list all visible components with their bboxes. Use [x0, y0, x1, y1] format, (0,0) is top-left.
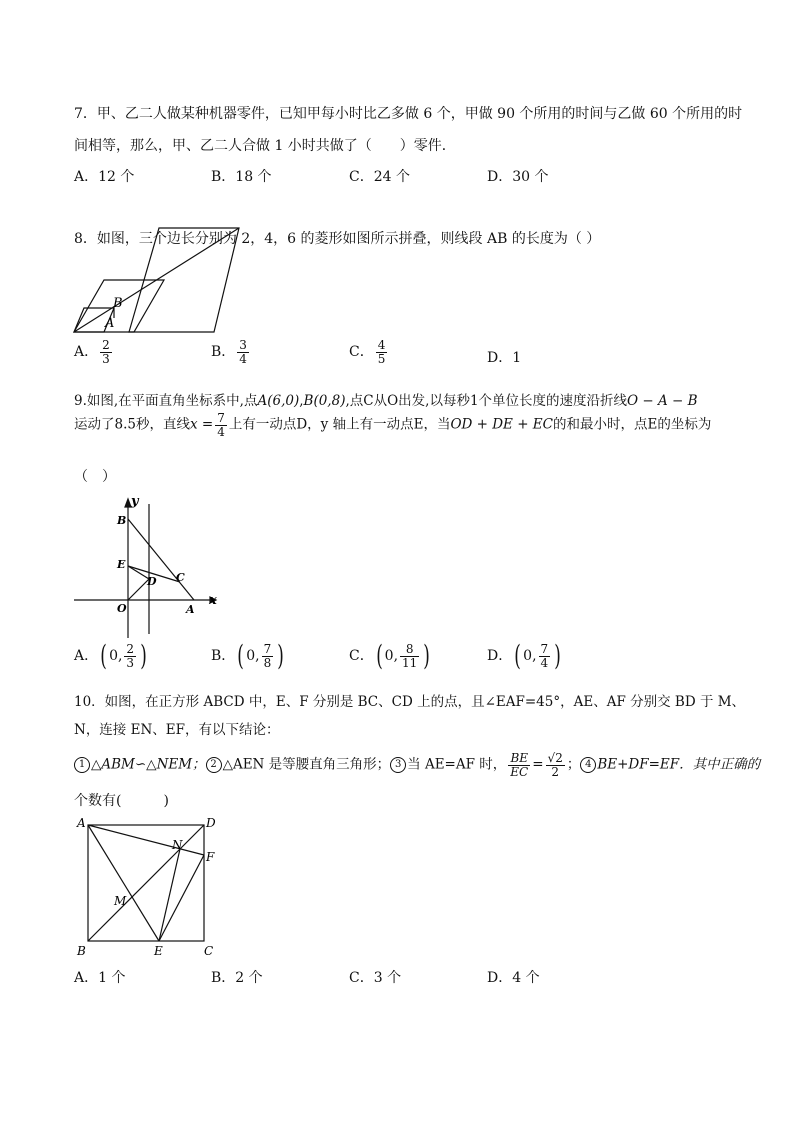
diagonal-line: [74, 228, 239, 332]
q9-option-c: C．( 0, $\frac{8}{11}$ ): [349, 639, 431, 672]
label-A: A: [186, 603, 195, 616]
segment-ef: [159, 855, 204, 941]
q8-stem: 8．如图，三个边长分别为 2，4，6 的菱形如图所示拼叠，则线段 AB 的长度为（ ）: [74, 231, 601, 247]
q8-option-d: D．1: [487, 350, 522, 366]
label-O: O: [117, 602, 127, 615]
label-N: N: [172, 838, 183, 852]
segment-en: [159, 849, 180, 941]
label-A: A: [77, 816, 86, 830]
q7-line2: 间相等，那么，甲、乙二人合做 1 小时共做了（ ）零件．: [74, 138, 456, 154]
q9-option-a: A．( 0, $\frac{2}{3}$ ): [74, 639, 147, 672]
q10-option-d: D．4 个: [487, 970, 540, 986]
segment-ba: [128, 519, 194, 600]
diagonal-bd: [88, 825, 204, 941]
label-D: D: [206, 816, 216, 830]
q9-option-d: D．( 0, $\frac{7}{4}$ ): [487, 639, 561, 672]
q7-option-c: C．24 个: [349, 169, 410, 185]
q7-option-a: A．12 个: [74, 169, 135, 185]
label-E: E: [154, 944, 163, 958]
q10-line2: N，连接 EN、EF，有以下结论：: [74, 722, 280, 738]
q9-line2: 运动了8.5秒，直线x = $\frac{7}{4}$ 上有一动点D，y 轴上有一动点E，当OD + DE + EC的和最小时，点E的坐标为: [74, 411, 712, 439]
coordinate-figure: [70, 493, 230, 638]
segment-od: [128, 579, 149, 600]
q7-option-d: D．30 个: [487, 169, 549, 185]
label-C: C: [176, 571, 185, 584]
label-C: C: [204, 944, 214, 958]
q10-option-a: A．1 个: [74, 970, 126, 986]
label-M: M: [114, 894, 127, 908]
q9-line1: 9.如图,在平面直角坐标系中,点A(6,0),B(0,8),点C从O出发,以每秒1个单位长度的速度沿折线O − A − B: [74, 393, 698, 409]
label-D: D: [147, 575, 157, 588]
segment-ed: [128, 566, 149, 579]
segment-ae: [88, 825, 159, 941]
q10-conclusions: 1 △ABM∽△NEM； 2 △AEN 是等腰直角三角形； 3 当 AE=AF 时， $\frac{BE}{EC}$ = $\frac{√2}{2}$ ； 4 BE+DF=EF．其中正确的: [74, 752, 760, 778]
label-x: x: [209, 593, 217, 608]
label-b: B: [113, 296, 123, 311]
label-a: A: [105, 316, 115, 331]
q7-line1: 7．甲、乙二人做某种机器零件，已知甲每小时比乙多做 6 个，甲做 90 个所用的时间与乙做 60 个所用的时: [74, 106, 743, 122]
q8-option-b: B． $\frac{3}{4}$: [211, 338, 247, 366]
q9-line3: （ ）: [74, 469, 116, 485]
q10-line4: 个数有( ): [74, 793, 169, 809]
q7-option-b: B．18 个: [211, 169, 272, 185]
q8-option-a: A． $\frac{2}{3}$: [74, 338, 110, 366]
label-B: B: [117, 514, 127, 527]
q10-option-c: C．3 个: [349, 970, 402, 986]
label-y: y: [131, 494, 139, 509]
q9-option-b: B．( 0, $\frac{7}{8}$ ): [211, 639, 284, 672]
label-B: B: [77, 944, 86, 958]
rhombus-figure: [70, 222, 250, 337]
q10-option-b: B．2 个: [211, 970, 263, 986]
q10-line1: 10．如图，在正方形 ABCD 中，E、F 分别是 BC、CD 上的点，且∠EAF=45°，AE、AF 分别交 BD 于 M、: [74, 694, 746, 710]
label-F: F: [206, 850, 215, 864]
square-figure: [72, 815, 227, 960]
segment-af: [88, 825, 204, 855]
label-E: E: [117, 558, 126, 571]
q8-option-c: C． $\frac{4}{5}$: [349, 338, 386, 366]
